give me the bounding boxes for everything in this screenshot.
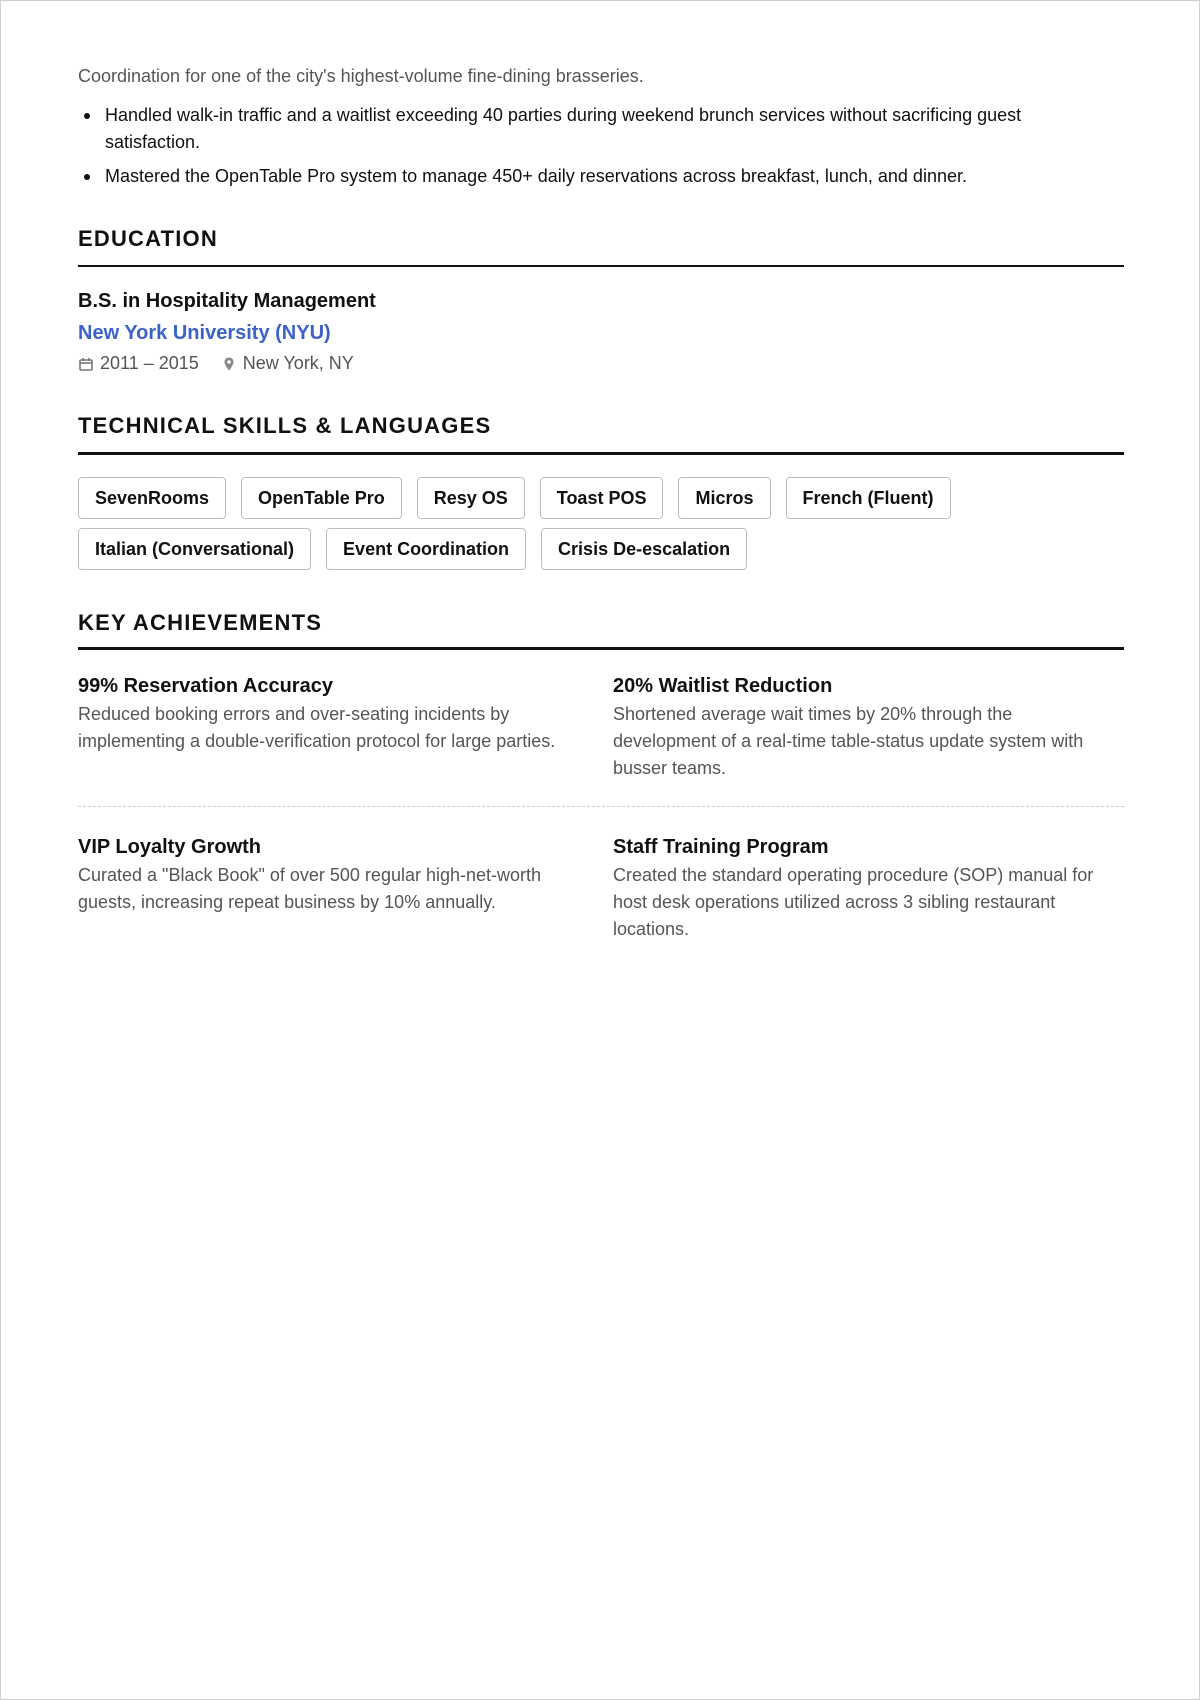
- skill-chip: French (Fluent): [786, 477, 951, 519]
- achievement-item: [78, 673, 568, 755]
- achievement-item: [613, 673, 1113, 782]
- map-pin-icon: [221, 356, 237, 372]
- degree-title: B.S. in Hospitality Management: [78, 290, 376, 312]
- calendar-icon: [78, 356, 94, 372]
- achievements-heading: KEY ACHIEVEMENTS: [78, 610, 323, 635]
- experience-bullets: [78, 102, 1124, 197]
- achievement-item: [78, 834, 568, 916]
- skill-chip: Crisis De-escalation: [541, 528, 747, 570]
- achievement-separator: [78, 806, 1124, 807]
- achievement-description: Created the standard operating procedure (SOP) manual for host desk operations utilized across 3 sibling restaurant locations.: [613, 865, 1094, 939]
- bullet-text: Handled walk-in traffic and a waitlist exceeding 40 parties during weekend brunch services without sacrificing guest satisfaction.: [105, 105, 1022, 152]
- skill-chip: OpenTable Pro: [241, 477, 402, 519]
- skill-chip: Italian (Conversational): [78, 528, 311, 570]
- achievement-title: 99% Reservation Accuracy: [78, 675, 333, 697]
- achievement-description: Reduced booking errors and over-seating incidents by implementing a double-verification protocol for large parties.: [78, 704, 556, 751]
- skill-chip: Event Coordination: [326, 528, 526, 570]
- education-meta: [78, 353, 354, 374]
- school-name: New York University (NYU): [78, 322, 331, 344]
- achievement-title: 20% Waitlist Reduction: [613, 675, 833, 697]
- skills-chip-list: [78, 477, 1124, 582]
- skill-chip: Resy OS: [417, 477, 525, 519]
- skill-chip: Toast POS: [540, 477, 664, 519]
- experience-summary: Coordination for one of the city's highest-volume fine-dining brasseries.: [78, 66, 644, 86]
- skills-heading: TECHNICAL SKILLS & LANGUAGES: [78, 413, 492, 438]
- achievement-description: Shortened average wait times by 20% through the development of a real-time table-status update system with busser teams.: [613, 704, 1084, 778]
- education-location: New York, NY: [242, 353, 354, 373]
- education-heading: EDUCATION: [78, 226, 218, 251]
- achievement-item: [613, 834, 1118, 943]
- bullet-text: Mastered the OpenTable Pro system to manage 450+ daily reservations across breakfast, lunch, and dinner.: [105, 166, 967, 186]
- skill-chip: SevenRooms: [78, 477, 226, 519]
- achievement-description: Curated a "Black Book" of over 500 regular high-net-worth guests, increasing repeat business by 10% annually.: [78, 865, 542, 912]
- experience-bullet: [78, 163, 1124, 190]
- achievement-title: VIP Loyalty Growth: [78, 836, 261, 858]
- bullet-dot: [84, 113, 90, 119]
- bullet-dot: [84, 174, 90, 180]
- experience-bullet: [78, 102, 1038, 156]
- education-dates: 2011 – 2015: [100, 353, 199, 373]
- achievement-title: Staff Training Program: [613, 836, 829, 858]
- section-divider: [78, 265, 1124, 267]
- section-divider: [78, 647, 1124, 650]
- skill-chip: Micros: [678, 477, 770, 519]
- section-divider: [78, 452, 1124, 455]
